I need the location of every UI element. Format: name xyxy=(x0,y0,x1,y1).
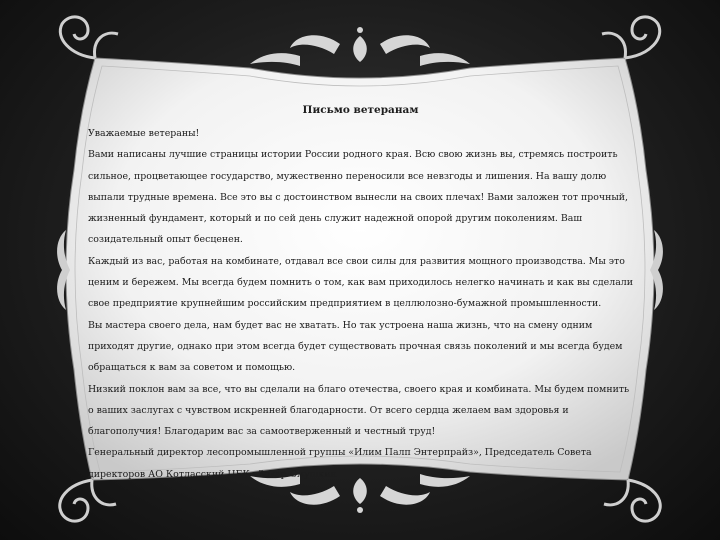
letter-paragraph-1: Вами написаны лучшие страницы истории России родного края. Всю свою жизнь вы, стремясь построить сильное, процветающее государство, мужественно переносили все невзгоды и лишения. На вашу долю выпали трудные времена. Все это вы с достоинством вынесли на своих плечах! Вами заложен тот прочный, жизненный фундамент, который и по сей день служит надежной опорой другим поколениям. Ваш созидательный опыт бесценен. xyxy=(88,149,629,246)
letter-paragraph-4: Низкий поклон вам за все, что вы сделали на благо отечества, своего края и комбината. Мы будем помнить о ваших заслугах с чувством искренней благодарности. От всего сердца желаем вам здоровья и благополучия! Благодарим вас за самоотверженный и честный труд! xyxy=(88,383,630,438)
letter-title: Письмо ветеранам xyxy=(302,104,419,116)
letter-paragraph-2: Каждый из вас, работая на комбинате, отдавал все свои силы для развития мощного производства. Мы это ценим и бережем. Мы всегда будем помнить о том, как вам приходилось нелегко начинать и как вы сделали свое предприятие крупнейшим российским предприятием в целлюлозно-бумажной промышленности. xyxy=(88,255,633,310)
top-ornament xyxy=(250,27,470,66)
corner-scroll-top-right xyxy=(602,17,660,58)
corner-scroll-bottom-left xyxy=(60,480,116,521)
letter-signature: Генеральный директор лесопромышленной группы «Илим Палп Энтерпрайз», Председатель Совета директоров АО Котласский ЦБК» Захар Смушкин xyxy=(88,447,592,480)
letter-content xyxy=(88,103,633,485)
letter-paragraph-3: Вы мастера своего дела, нам будет вас не хватать. Но так устроена наша жизнь, что на смену одним приходят другие, однако при этом всегда будет существовать прочная связь поколений и мы всегда будем обращаться к вам за советом и помощью. xyxy=(88,319,623,374)
letter-greeting: Уважаемые ветераны! xyxy=(88,128,200,139)
corner-scroll-bottom-right xyxy=(604,480,660,521)
corner-scroll-top-left xyxy=(60,17,118,58)
